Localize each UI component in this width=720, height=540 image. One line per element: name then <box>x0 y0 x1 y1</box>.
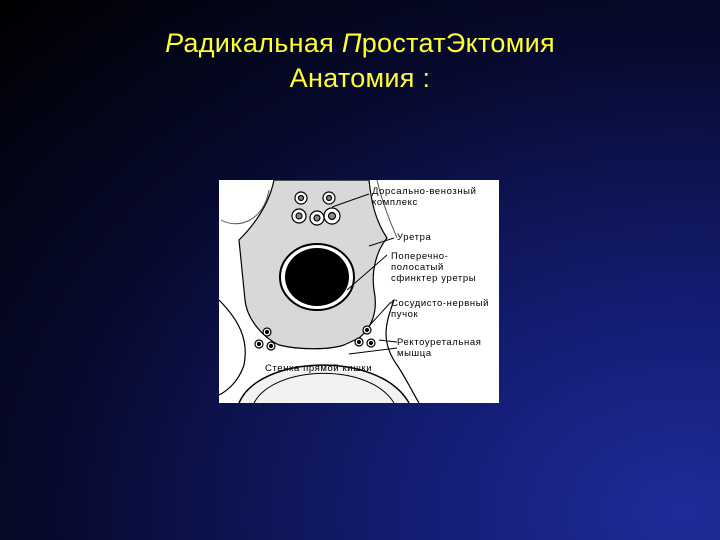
label-urethra: Уретра <box>397 232 432 243</box>
label-dorsal-venous: Дорсально-венозный комплекс <box>372 186 477 208</box>
label-sphincter: Поперечно- полосатый сфинктер уретры <box>391 251 477 284</box>
lower-left-boundary <box>219 300 245 395</box>
label-neurovascular-bundle: Сосудисто-нервный пучок <box>391 298 490 320</box>
title-line-2: Анатомия : <box>289 63 431 93</box>
label-rectum-wall: Стенка прямой кишки <box>265 363 373 374</box>
label-rectourethral-muscle: Ректоуретальная мышца <box>397 337 482 359</box>
title-line-1: Радикальная ПростатЭктомия <box>165 28 555 58</box>
anatomy-diagram <box>219 180 499 403</box>
urethra-lumen <box>285 248 349 306</box>
slide-title <box>0 26 720 96</box>
